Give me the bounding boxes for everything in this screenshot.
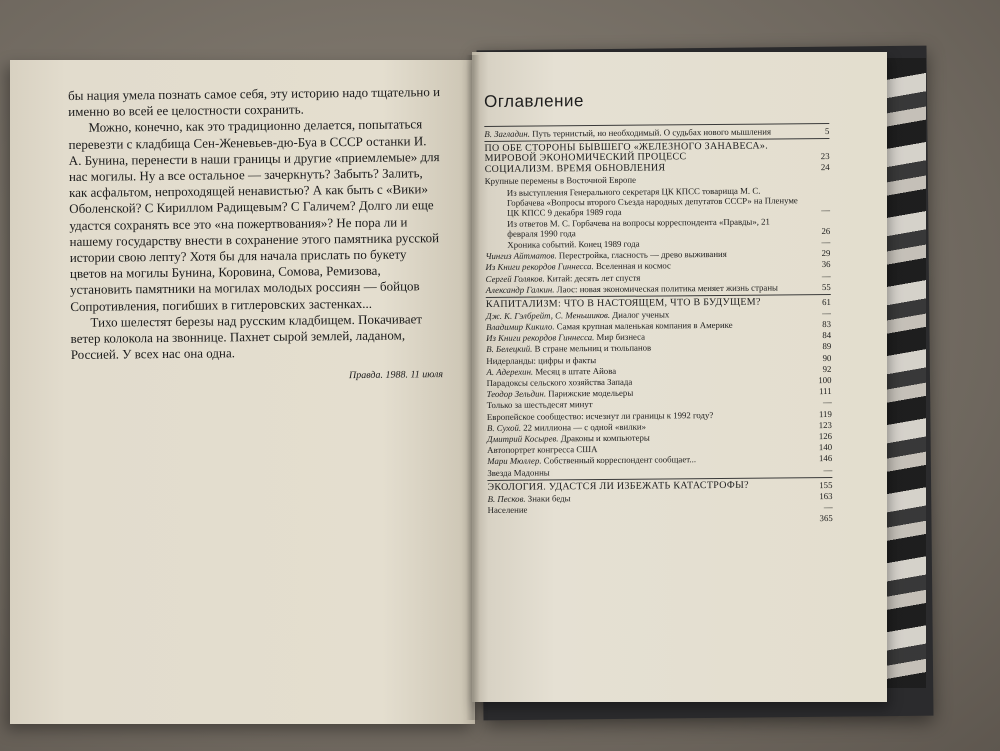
toc-entry-author: Теодор Зельдин. (486, 388, 547, 400)
toc-entry-author: А. Адерехин. (486, 366, 534, 377)
toc-entry-page: 100 (818, 374, 832, 386)
toc-entry-page: 365 (819, 513, 833, 524)
toc-entry-page: 55 (821, 281, 831, 292)
toc-entry-page: 123 (818, 419, 832, 430)
toc-entry-page: 26 (821, 225, 831, 236)
toc-entry-page: 36 (821, 259, 831, 270)
toc-entry (485, 216, 830, 239)
toc-entry-author: Чингиз Айтматов. (485, 250, 557, 262)
toc-entry-page: 29 (821, 248, 831, 259)
toc-entry-page: 89 (822, 341, 832, 352)
toc-entry-text: Хроника событий. Конец 1989 года (507, 238, 640, 250)
toc-entry-text: Европейское сообщество: исчезнут ли границы к 1992 году? (486, 409, 714, 422)
toc-entry-page: 5 (824, 125, 830, 137)
toc-entry-text: ПО ОБЕ СТОРОНЫ БЫВШЕГО «ЖЕЛЕЗНОГО ЗАНАВЕСА». МИРОВОЙ ЭКОНОМИЧЕСКИЙ ПРОЦЕСС (484, 140, 769, 164)
toc-entry-title (484, 126, 803, 139)
toc-entry-author: Из Книги рекордов Гиннесса. (485, 261, 594, 273)
toc-entry-text: Диалог ученых (612, 309, 670, 320)
toc-entry-author: В. Загладин. (484, 128, 531, 139)
toc-entry-page: — (821, 204, 831, 215)
toc-entry-page: 23 (820, 150, 830, 162)
toc-entry (484, 126, 829, 139)
toc-entry-page: — (821, 236, 831, 247)
toc-entry-text: Знаки беды (527, 492, 571, 504)
toc-entry-text: Автопортрет конгресса США (487, 444, 598, 456)
toc-entry-page: — (821, 270, 831, 281)
toc-entry-page: 90 (822, 352, 832, 363)
toc-entry-title (487, 465, 806, 478)
toc-entry-page: 163 (819, 490, 833, 501)
toc-entry-text: Население (487, 504, 528, 515)
toc-entry-page: 140 (818, 442, 833, 453)
toc-title: Оглавление (484, 91, 584, 111)
toc-entry-text: Звезда Мадонны (487, 466, 550, 478)
toc-entry-text: Вселенная и космос (595, 260, 671, 272)
toc-entry (487, 464, 832, 477)
toc-entry-page: — (823, 464, 833, 475)
toc-entry-text: 22 миллиона — с одной «вилки» (523, 421, 647, 433)
toc-entry-page: 119 (818, 408, 832, 419)
toc-entry-text: Драконы и компьютеры (560, 432, 650, 444)
toc-entry-text: Парадоксы сельского хозяйства Запада (486, 376, 633, 388)
toc-entry-text: В стране мельниц и тюльпанов (534, 342, 652, 355)
toc-entry-title (484, 141, 803, 164)
toc-entry-text: ЭКОЛОГИЯ. УДАСТСЯ ЛИ ИЗБЕЖАТЬ КАТАСТРОФЫ? (487, 479, 749, 493)
toc-entry-author: В. Белецкий. (486, 344, 533, 355)
toc-entry-text: КАПИТАЛИЗМ: ЧТО В НАСТОЯЩЕМ, ЧТО В БУДУЩЕМ? (485, 296, 761, 310)
toc-entry-text: Из выступления Генерального секретаря ЦК КПСС товарища М. С. Горбачева «Вопросы второго Съезда народных депутатов СССР» на Пленуме ЦК КПСС 9 декабря 1989 года (506, 185, 798, 218)
toc-entry-author: Мари Мюллер. (487, 455, 542, 467)
toc-entry-page: 84 (822, 330, 832, 341)
toc-entry-page: — (822, 397, 832, 408)
toc-entry-text: Месяц в штате Айова (535, 365, 617, 377)
toc-entry-title (485, 216, 804, 239)
source-citation: Правда. 1988. 11 июля (348, 369, 444, 382)
toc-entry (488, 513, 833, 526)
toc-entry (486, 282, 831, 295)
toc-entry-page: 92 (822, 363, 832, 374)
toc-list (484, 126, 832, 526)
toc-entry-author: В. Песков. (487, 493, 526, 504)
cover-artwork (884, 58, 926, 688)
book-gutter (466, 55, 480, 720)
toc-entry-text: Из ответов М. С. Горбачева на вопросы корреспондента «Правды», 21 февраля 1990 года (507, 216, 770, 239)
toc-entry-text: Крупные перемены в Восточной Европе (484, 175, 637, 187)
toc-entry-text: Только за шестьдесят минут (486, 399, 593, 411)
toc-entry-text: Нидерланды: цифры и факты (486, 354, 597, 366)
toc-entry-author: Дмитрий Косырев. (486, 433, 559, 444)
toc-entry-page: 111 (819, 386, 832, 397)
paragraph: бы нация умела познать самое себя, эту историю надо тщательно и именно во всей ее целостности сохранить. (68, 84, 441, 120)
toc-entry-text: Парижские модельеры (548, 387, 634, 399)
toc-entry-author: Из Книги рекордов Гиннесса. (486, 332, 595, 344)
toc-entry-author: В. Сухой. (486, 422, 522, 433)
toc-entry-title (486, 282, 805, 295)
toc-entry-text: Китай: десять лет спустя (546, 272, 641, 283)
toc-entry-author: Владимир Кикило. (486, 321, 555, 333)
toc-entry-title (485, 185, 804, 218)
toc-entry (484, 141, 829, 164)
toc-entry-text: Мир бизнеса (596, 331, 646, 343)
toc-entry-page: 24 (820, 162, 830, 173)
toc-entry-text: Лаос: новая экономическая политика меняет жизнь страны (556, 282, 778, 295)
toc-entry-page: 155 (819, 479, 833, 490)
toc-entry-text: СОЦИАЛИЗМ. ВРЕМЯ ОБНОВЛЕНИЯ (484, 162, 666, 176)
paragraph: Тихо шелестят березы над русским кладбищем. Покачивает ветер колокола на звоннице. Пахнет сырой землей, ладаном, Россией. У всех нас она одна. (70, 311, 423, 363)
toc-entry-author: Дж. К. Гэлбрейт, С. Меньшиков. (485, 309, 611, 321)
toc-entry-author: Сергей Голяков. (485, 272, 545, 284)
left-page-text (68, 84, 443, 388)
toc-entry-author: Александр Галкин. (485, 284, 555, 295)
toc-entry-page: — (822, 307, 831, 318)
paragraph: Можно, конечно, как это традиционно делается, попытаться перевезти с кладбища Сен-Женевьев-дю-Буа в СССР останки И. А. Бунина, перенести в наши границы и другие «приемлемые» для нас могилы. Ну а все остальное — зачеркнуть? Забыть? Залить, как асфальтом, непроходящей ненавистью? А как быть с «Вики» Оболенской? С Кириллом Радищевым? С Галичем? Долго ли еще удастся сохранять все это «на пожертвования»? Не пора ли и нашему государству внести в сохранение этого памятника русской истории свою лепту? Хотя бы для начала прислать по букету цветов на могилы Бунина, Коровина, Сомова, Ремизова, установить памятники на могилах молодых россиян — бойцов Сопротивления, погибших в гитлеровских застенках... (68, 116, 440, 314)
toc-entry-page: — (823, 501, 833, 512)
toc-entry-page: 146 (818, 453, 833, 464)
toc-entry-page: 126 (818, 430, 833, 442)
toc-entry-page: 83 (822, 319, 832, 330)
toc-entry-text: Перестройка, гласность — древо выживания (558, 249, 727, 261)
toc-entry-text: Самая крупная маленькая компания в Америке (556, 319, 733, 332)
toc-entry (485, 185, 830, 218)
toc-entry-text: Путь тернистый, но необходимый. О судьбах нового мышления (532, 126, 772, 139)
table-of-contents (484, 89, 833, 527)
toc-entry-page: 61 (822, 296, 831, 307)
toc-entry-text: Собственный корреспондент сообщает... (543, 454, 697, 466)
